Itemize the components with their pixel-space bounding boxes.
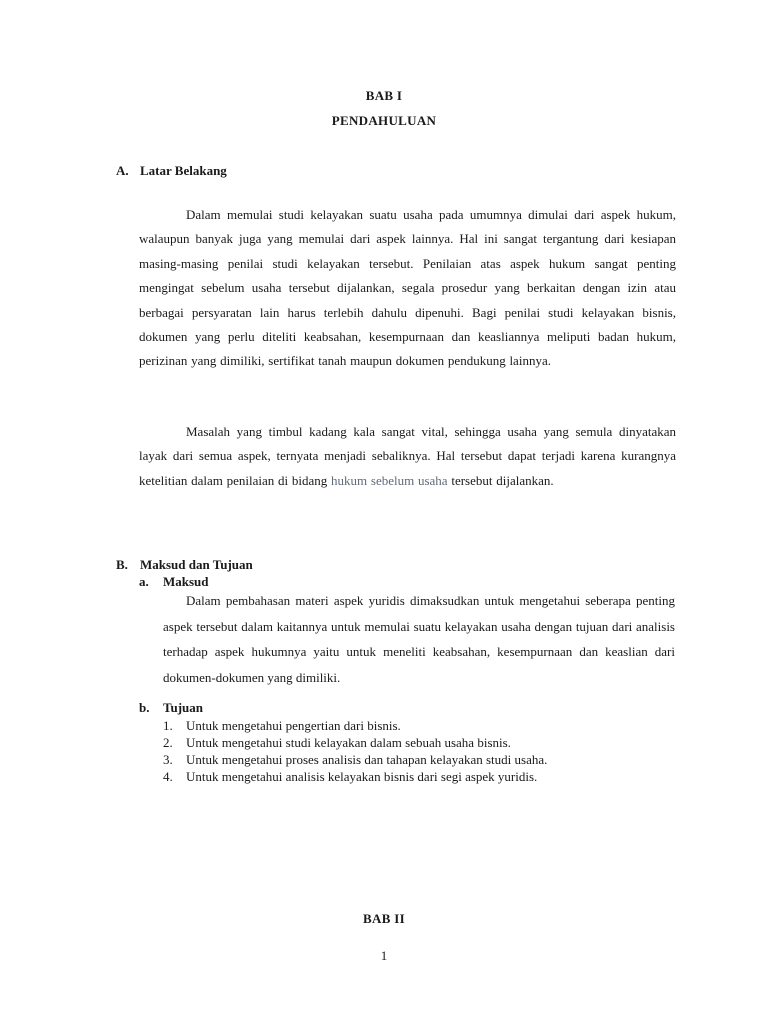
chapter-title: PENDAHULUAN xyxy=(331,113,437,128)
paragraph-2-text-end: tersebut dijalankan. xyxy=(447,472,554,488)
list-item-text: Untuk mengetahui proses analisis dan tahapan kelayakan studi usaha. xyxy=(186,752,548,767)
list-item xyxy=(163,751,547,768)
latar-belakang-paragraph-2 xyxy=(139,420,676,493)
maksud-marker: a. xyxy=(139,574,149,589)
list-item-number: 3. xyxy=(163,752,173,767)
list-item-number: 1. xyxy=(163,718,173,733)
maksud-title: Maksud xyxy=(163,574,209,589)
paragraph-2-highlight[interactable]: hukum sebelum usaha xyxy=(331,472,448,488)
section-b-marker: B. xyxy=(116,557,128,572)
tujuan-title: Tujuan xyxy=(163,700,203,715)
list-item xyxy=(163,717,547,734)
list-item-number: 4. xyxy=(163,769,173,784)
tujuan-marker: b. xyxy=(139,700,150,715)
list-item-text: Untuk mengetahui studi kelayakan dalam sebuah usaha bisnis. xyxy=(186,735,511,750)
section-b-heading xyxy=(116,557,253,573)
chapter-2-label: BAB II xyxy=(363,911,405,926)
tujuan-list xyxy=(163,717,547,785)
section-a-marker: A. xyxy=(116,163,129,178)
tujuan-heading xyxy=(139,700,203,716)
paragraph-2-text: Masalah yang timbul kadang kala sangat vital, sehingga usaha yang semula dinyatakan layak dari semua aspek, ternyata menjadi sebaliknya. Hal tersebut dapat terjadi karena kurangnya ketelitian dalam penilaian di bidang xyxy=(139,424,676,488)
latar-belakang-paragraph-1: Dalam memulai studi kelayakan suatu usaha pada umumnya dimulai dari aspek hukum, walaupun banyak juga yang memulai dari aspek lainnya. Hal ini sangat tergantung dari kesiapan masing-masing penilai studi kelayakan tersebut. Penilaian atas aspek hukum sangat penting mengingat sebelum usaha tersebut dijalankan, segala prosedur yang berkaitan dengan izin atau berbagai persyaratan lain harus terlebih dahulu dipenuhi. Bagi penilai studi kelayakan bisnis, dokumen yang perlu diteliti keabsahan, kesempurnaan dan keasliannya meliputi badan hukum, perizinan yang dimiliki, sertifikat tanah maupun dokumen pendukung lainnya. xyxy=(139,207,676,369)
list-item xyxy=(163,734,547,751)
maksud-paragraph: Dalam pembahasan materi aspek yuridis dimaksudkan untuk mengetahui seberapa penting aspek tersebut dalam kaitannya untuk memulai suatu kelayakan usaha dengan tujuan dari analisis terhadap aspek hukumnya yaitu untuk meneliti keabsahan, kesempurnaan dan keaslian dari dokumen-dokumen yang dimiliki. xyxy=(163,593,675,685)
section-a-heading xyxy=(116,163,227,179)
list-item xyxy=(163,768,547,785)
list-item-text: Untuk mengetahui analisis kelayakan bisnis dari segi aspek yuridis. xyxy=(186,769,538,784)
section-b-title: Maksud dan Tujuan xyxy=(140,557,253,572)
page-number: 1 xyxy=(380,948,388,963)
list-item-text: Untuk mengetahui pengertian dari bisnis. xyxy=(186,718,401,733)
chapter-label: BAB I xyxy=(365,88,403,103)
list-item-number: 2. xyxy=(163,735,173,750)
section-a-title: Latar Belakang xyxy=(140,163,227,178)
